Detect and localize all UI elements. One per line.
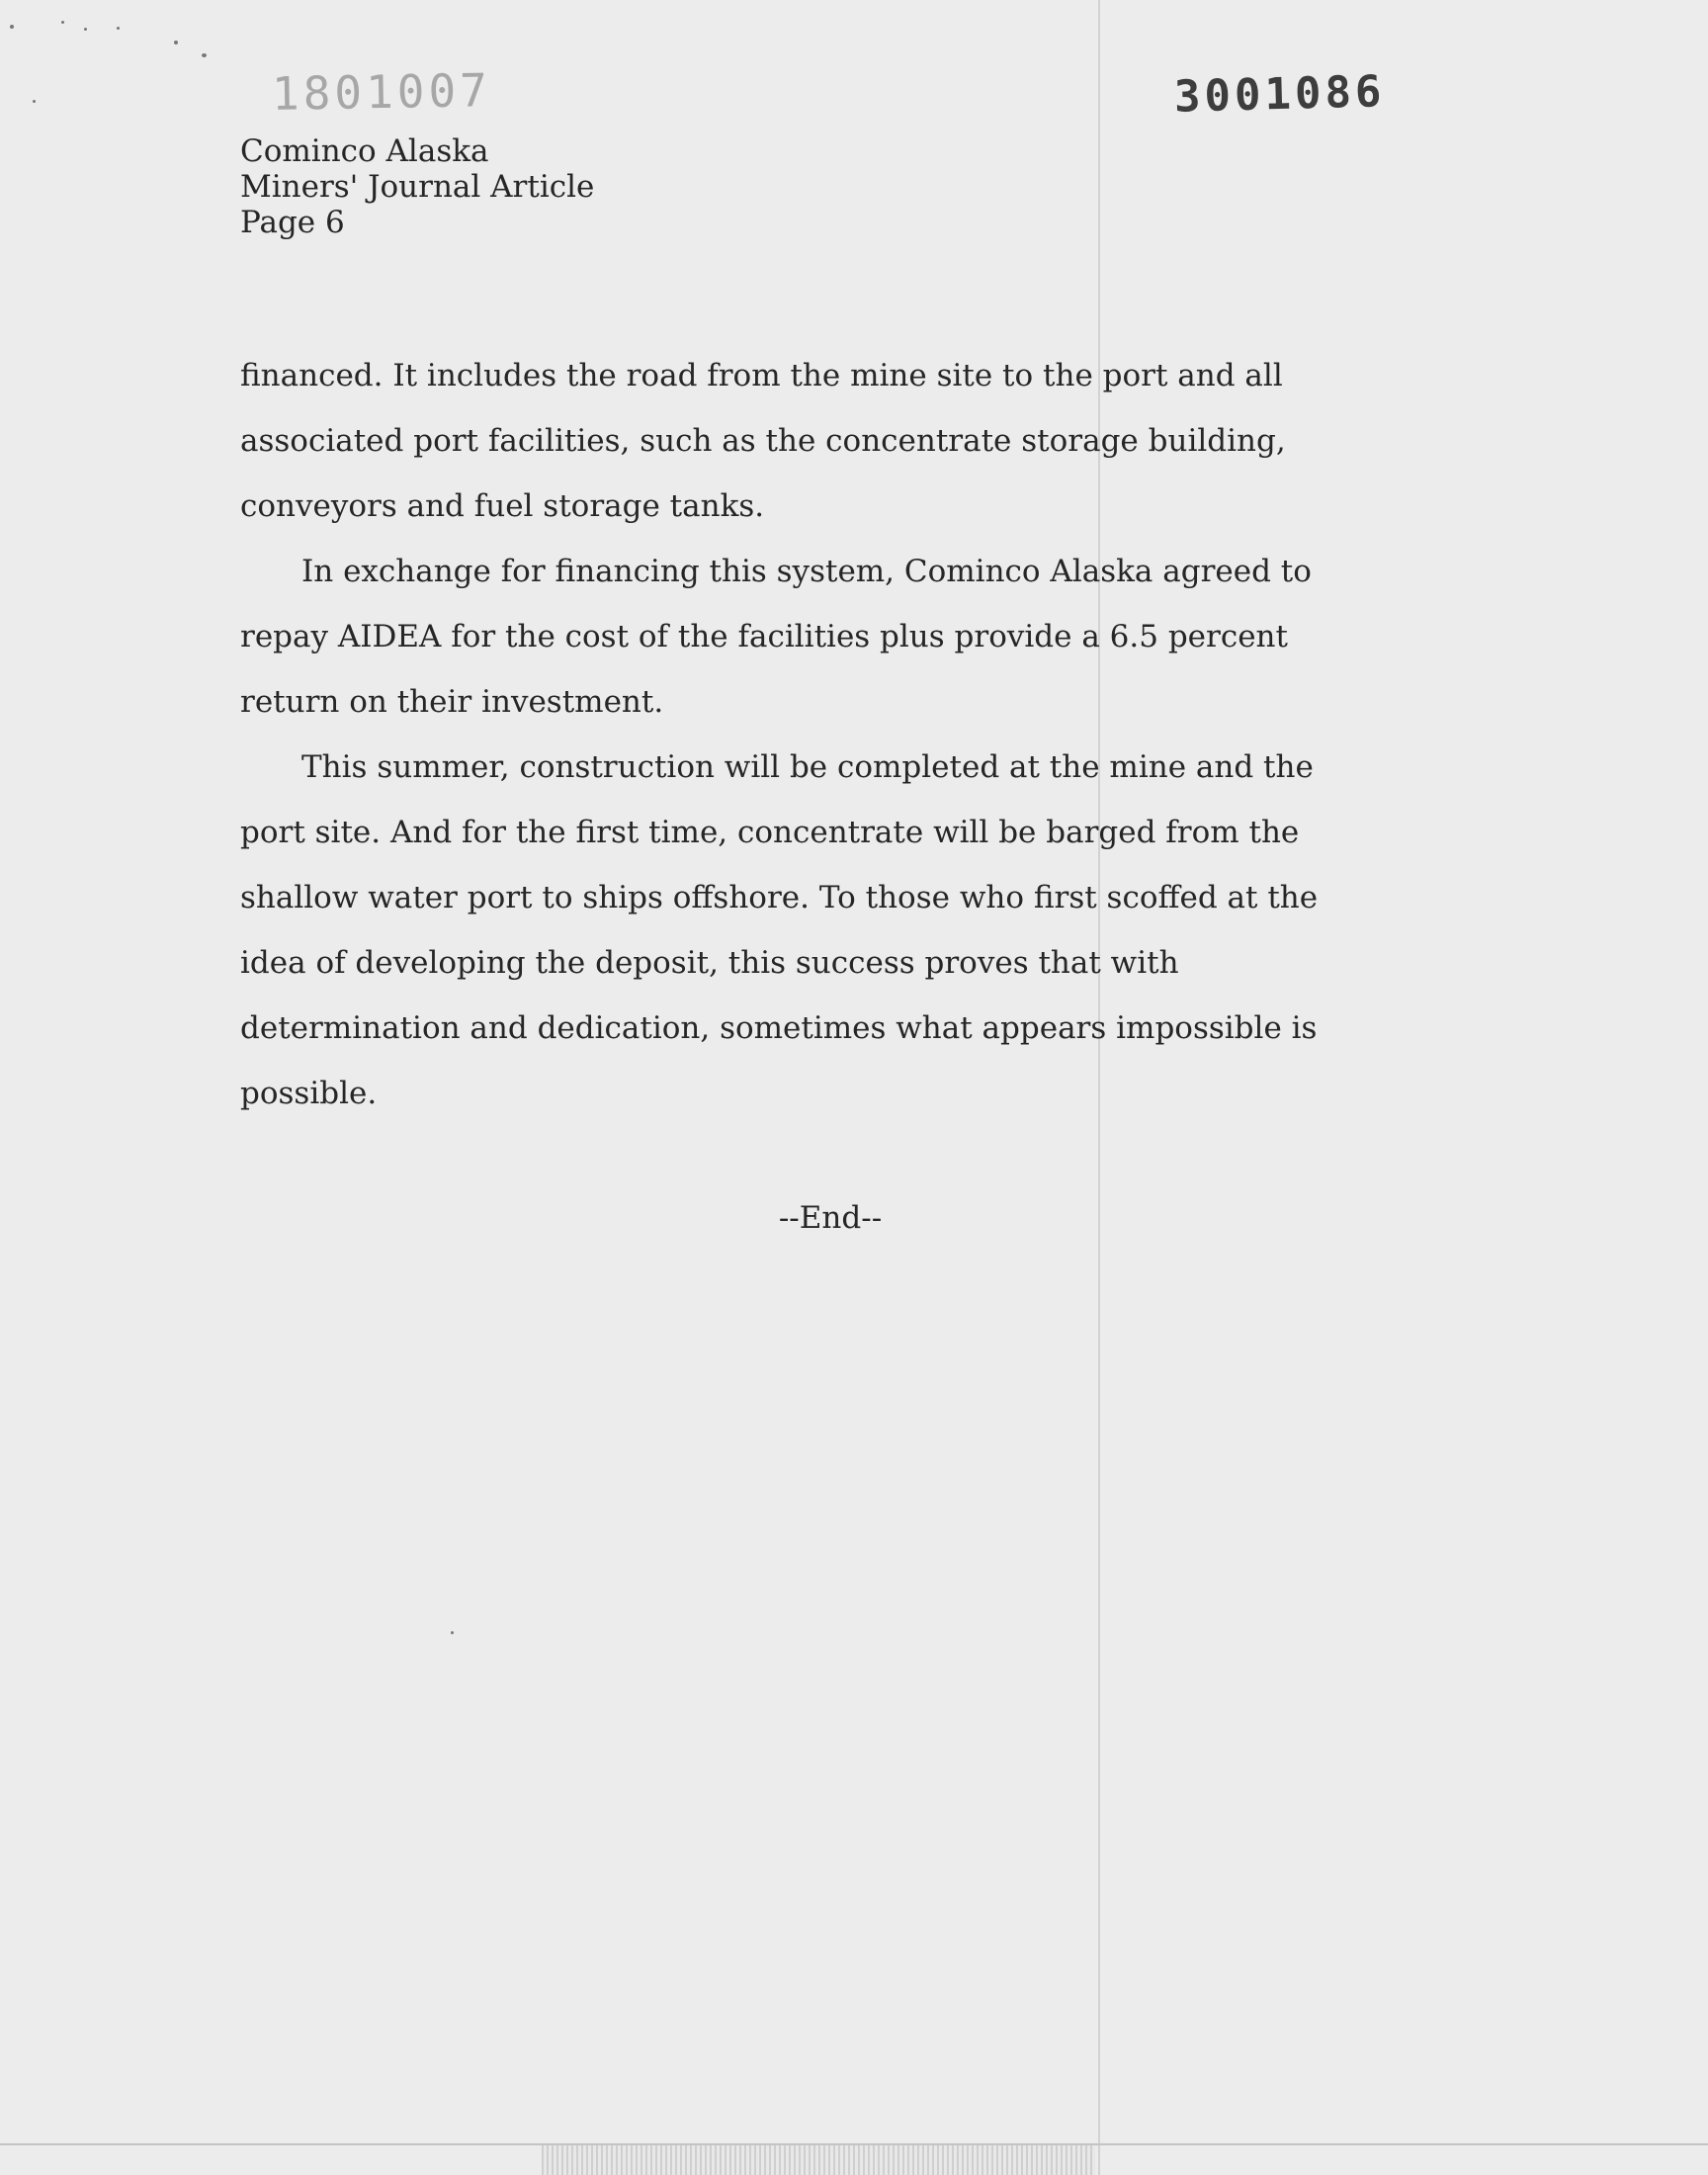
scan-speck [202, 53, 207, 57]
document-header [240, 133, 594, 240]
text-line: This summer, construction will be completed at the mine and the [301, 749, 1314, 785]
stamp-number-right: 3001086 [1173, 66, 1387, 123]
text-line: financed. It includes the road from the mine site to the port and all [240, 358, 1283, 393]
paragraph [240, 539, 1466, 735]
text-line: port site. And for the first time, concentrate will be barged from the [240, 815, 1300, 850]
text-line: possible. [240, 1076, 378, 1111]
article-body [240, 343, 1466, 1126]
text-line: return on their investment. [240, 684, 664, 720]
scan-speck [33, 100, 36, 103]
scan-bottom-strip [542, 2145, 1095, 2175]
text-line: associated port facilities, such as the concentrate storage building, [240, 423, 1286, 459]
stamp-number-left: 1801007 [271, 63, 492, 121]
paragraph [240, 343, 1466, 539]
text-line: idea of developing the deposit, this success proves that with [240, 945, 1179, 981]
text-line: shallow water port to ships offshore. To those who first scoffed at the [240, 880, 1319, 915]
scan-speck [174, 41, 178, 44]
scan-speck [61, 21, 64, 24]
text-line: conveyors and fuel storage tanks. [240, 488, 765, 524]
header-publication: Miners' Journal Article [240, 169, 595, 205]
end-marker-text: --End-- [778, 1200, 883, 1236]
end-marker [0, 1200, 1708, 1236]
header-page-number: Page 6 [240, 205, 345, 240]
scan-speck [84, 28, 87, 31]
text-line: repay AIDEA for the cost of the facilities plus provide a 6.5 percent [240, 619, 1288, 654]
paragraph [240, 735, 1466, 1126]
text-line: determination and dedication, sometimes what appears impossible is [240, 1010, 1318, 1046]
text-line: In exchange for financing this system, Cominco Alaska agreed to [301, 554, 1312, 589]
scan-speck [117, 27, 120, 30]
scan-speck [10, 25, 14, 29]
header-company: Cominco Alaska [240, 133, 489, 169]
scan-speck [451, 1631, 454, 1634]
